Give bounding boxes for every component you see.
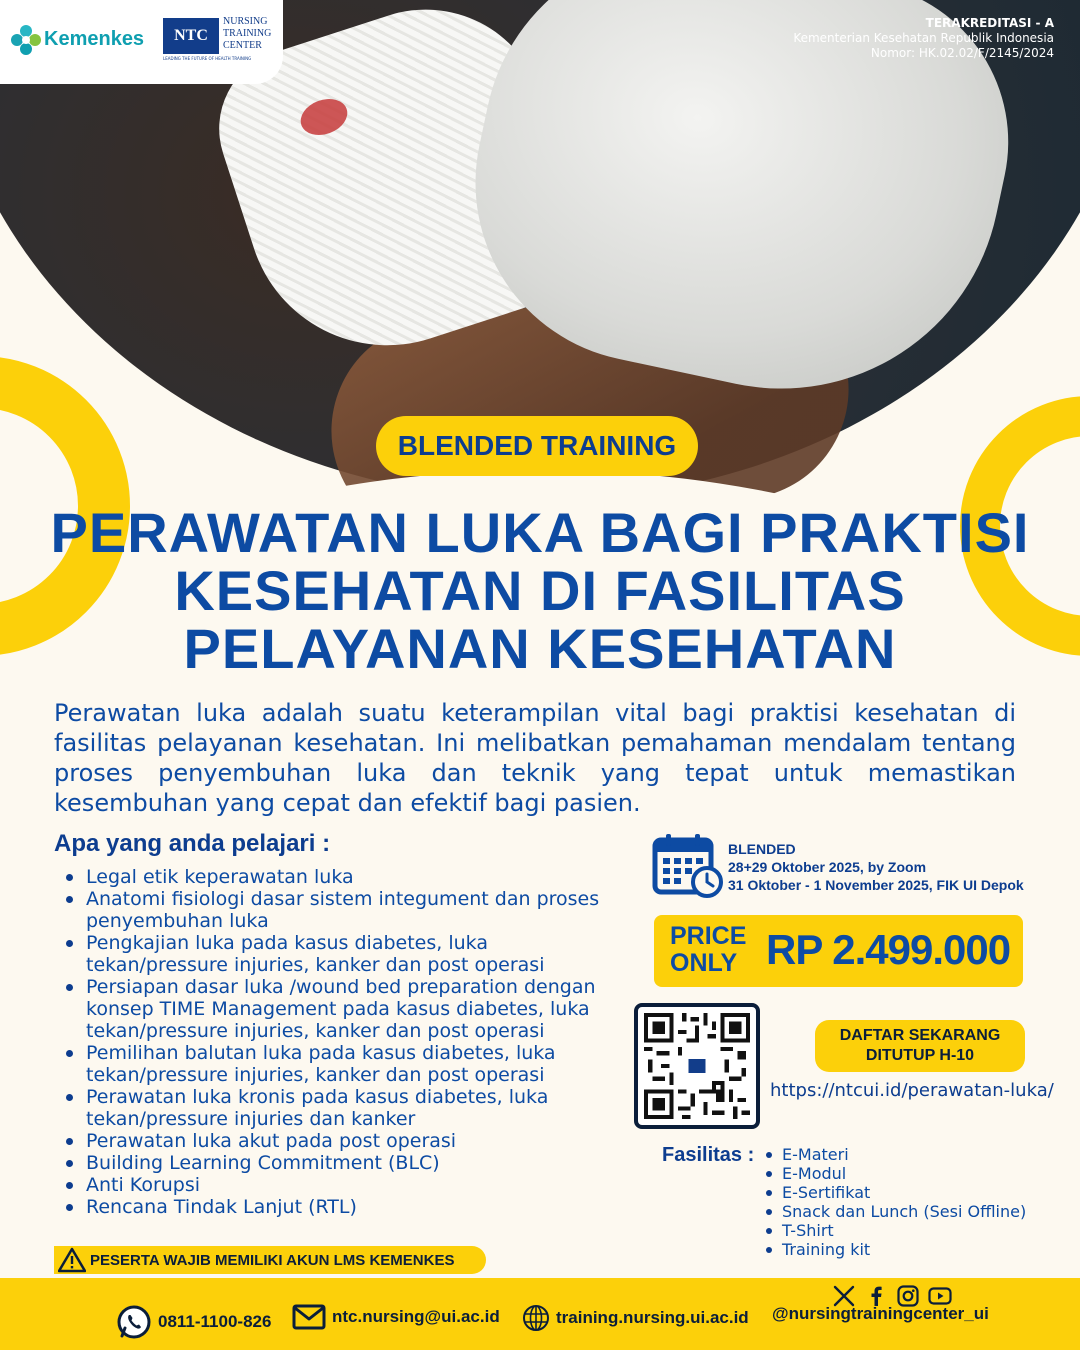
title-line-1: PERAWATAN LUKA BAGI PRAKTISI bbox=[50, 501, 1030, 564]
accreditation bbox=[793, 16, 1054, 61]
title-line-3: PELAYANAN KESEHATAN bbox=[183, 617, 897, 680]
price-value: RP 2.499.000 bbox=[766, 926, 1011, 973]
title-line-2: KESEHATAN DI FASILITAS bbox=[174, 559, 906, 622]
facility-item: T-Shirt bbox=[764, 1221, 1026, 1240]
accreditation-body: Kementerian Kesehatan Republik Indonesia bbox=[793, 31, 1054, 45]
learn-item: Building Learning Commitment (BLC) bbox=[62, 1152, 622, 1174]
ntc-tagline: LEADING THE FUTURE OF HEALTH TRAINING bbox=[163, 56, 252, 61]
warning-icon bbox=[58, 1247, 86, 1273]
qr-code[interactable] bbox=[634, 1003, 760, 1129]
learn-item: Anatomi fisiologi dasar sistem integument dan proses penyembuhan luka bbox=[62, 888, 622, 932]
register-line-2: DITUTUP H-10 bbox=[865, 1047, 975, 1064]
learn-list bbox=[62, 866, 622, 1218]
ntc-badge: NTC bbox=[163, 18, 219, 54]
price-label bbox=[670, 923, 746, 977]
learn-item: Perawatan luka kronis pada kasus diabetes, luka tekan/pressure injuries dan kanker bbox=[62, 1086, 622, 1130]
email-address: ntc.nursing@ui.ac.id bbox=[332, 1307, 500, 1326]
description: Perawatan luka adalah suatu keterampilan vital bagi praktisi kesehatan di fasilitas pelayanan kesehatan. Ini melibatkan pemahaman mendalam tentang proses penyembuhan luka dan teknik yang tepat untuk memastikan kesembuhan yang cepat dan efektif bagi pasien. bbox=[54, 699, 1016, 817]
phone-number: 0811-1100-826 bbox=[158, 1312, 272, 1331]
contact-phone[interactable] bbox=[116, 1304, 271, 1340]
schedule-mode: BLENDED bbox=[728, 841, 796, 857]
learn-item: Pengkajian luka pada kasus diabetes, luka tekan/pressure injuries, kanker dan post operasi bbox=[62, 932, 622, 976]
globe-icon bbox=[522, 1304, 550, 1332]
facility-item: Snack dan Lunch (Sesi Offline) bbox=[764, 1202, 1026, 1221]
facilities-list bbox=[764, 1145, 1026, 1259]
facility-item: E-Materi bbox=[764, 1145, 1026, 1164]
facility-item: E-Sertifikat bbox=[764, 1183, 1026, 1202]
whatsapp-icon bbox=[116, 1304, 152, 1340]
training-type-badge: BLENDED TRAINING bbox=[376, 416, 698, 476]
warning-text: PESERTA WAJIB MEMILIKI AKUN LMS KEMENKES bbox=[90, 1251, 455, 1269]
learn-item: Rencana Tindak Lanjut (RTL) bbox=[62, 1196, 622, 1218]
learn-item: Perawatan luka akut pada post operasi bbox=[62, 1130, 622, 1152]
qr-pattern bbox=[644, 1013, 750, 1119]
contact-email[interactable] bbox=[292, 1304, 500, 1330]
register-button[interactable] bbox=[815, 1020, 1025, 1072]
price-box bbox=[654, 915, 1023, 987]
accreditation-grade: TERAKREDITASI - A bbox=[925, 16, 1054, 30]
website-address: training.nursing.ui.ac.id bbox=[556, 1308, 749, 1327]
price-label-line-1: PRICE bbox=[670, 922, 747, 950]
logo-panel bbox=[0, 0, 283, 84]
schedule-offline: 31 Oktober - 1 November 2025, FIK UI Depok bbox=[728, 877, 1024, 893]
page-title bbox=[0, 501, 1080, 680]
calendar-icon bbox=[652, 832, 724, 898]
facilities-title: Fasilitas : bbox=[662, 1144, 755, 1166]
facility-item: E-Modul bbox=[764, 1164, 1026, 1183]
learn-title: Apa yang anda pelajari : bbox=[54, 830, 331, 857]
learn-item: Pemilihan balutan luka pada kasus diabetes, luka tekan/pressure injuries, kanker dan post operasi bbox=[62, 1042, 622, 1086]
kemenkes-logo-icon bbox=[10, 24, 42, 56]
schedule bbox=[728, 840, 1024, 894]
social-handle: @nursingtrainingcenter_ui bbox=[772, 1304, 989, 1323]
schedule-online: 28+29 Oktober 2025, by Zoom bbox=[728, 859, 927, 875]
mail-icon bbox=[292, 1304, 326, 1330]
register-line-1: DAFTAR SEKARANG bbox=[839, 1027, 1001, 1044]
lms-warning bbox=[54, 1246, 486, 1274]
learn-item: Legal etik keperawatan luka bbox=[62, 866, 622, 888]
contact-social-handle[interactable] bbox=[772, 1304, 989, 1324]
ntc-logo bbox=[163, 16, 275, 64]
ntc-name: NURSING TRAINING CENTER bbox=[223, 16, 272, 51]
accreditation-number: Nomor: HK.02.02/F/2145/2024 bbox=[870, 46, 1054, 60]
kemenkes-label: Kemenkes bbox=[44, 28, 145, 50]
facility-item: Training kit bbox=[764, 1240, 1026, 1259]
price-label-line-2: ONLY bbox=[670, 949, 738, 977]
registration-link[interactable]: https://ntcui.id/perawatan-luka/ bbox=[770, 1080, 1054, 1101]
contact-website[interactable] bbox=[522, 1304, 749, 1332]
learn-item: Anti Korupsi bbox=[62, 1174, 622, 1196]
hero-photo bbox=[0, 0, 1080, 564]
learn-item: Persiapan dasar luka /wound bed preparation dengan konsep TIME Management pada kasus diabetes, luka tekan/pressure injuries, kanker dan post operasi bbox=[62, 976, 622, 1042]
